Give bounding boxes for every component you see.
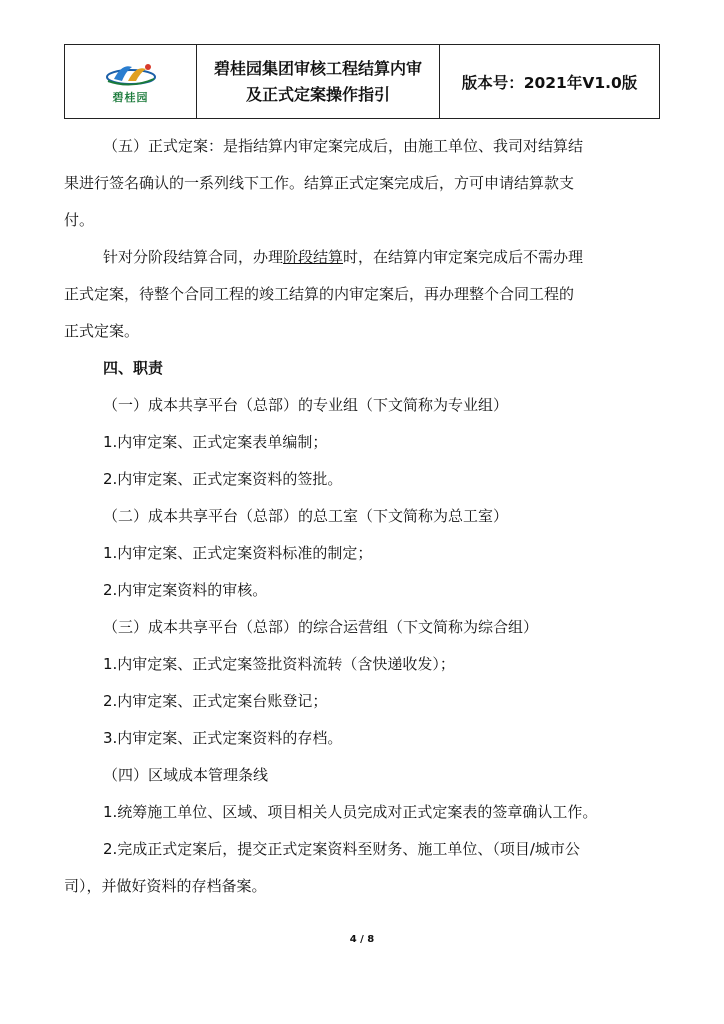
list-item: 2.内审定案资料的审核。 bbox=[103, 581, 268, 599]
list-item: 1.内审定案、正式定案资料标准的制定； bbox=[103, 544, 373, 562]
list-item: 2.内审定案、正式定案台账登记； bbox=[103, 692, 328, 710]
page-number: 4 / 8 bbox=[349, 934, 375, 945]
list-item: 3.内审定案、正式定案资料的存档。 bbox=[103, 729, 343, 747]
list-item: 2.完成正式定案后，提交正式定案资料至财务、施工单位、（项目/城市公 bbox=[103, 840, 580, 858]
paragraph-line: （五）正式定案：是指结算内审定案完成后，由施工单位、我司对结算结 bbox=[103, 137, 584, 155]
paragraph-line: 正式定案。 bbox=[64, 322, 140, 340]
document-title bbox=[197, 45, 440, 118]
logo-cell bbox=[65, 45, 197, 118]
list-item-continuation: 司），并做好资料的存档备案。 bbox=[64, 877, 267, 895]
list-item: 1.统筹施工单位、区域、项目相关人员完成对正式定案表的签章确认工作。 bbox=[103, 803, 598, 821]
subsection-title: （二）成本共享平台（总部）的总工室（下文简称为总工室） bbox=[103, 507, 509, 525]
list-item: 2.内审定案、正式定案资料的签批。 bbox=[103, 470, 343, 488]
section-heading: 四、职责 bbox=[103, 359, 164, 377]
list-item: 1.内审定案、正式定案签批资料流转（含快递收发）； bbox=[103, 655, 455, 673]
underlined-term: 阶段结算 bbox=[283, 248, 344, 266]
paragraph-line: 正式定案，待整个合同工程的竣工结算的内审定案后，再办理整个合同工程的 bbox=[64, 285, 575, 303]
logo-text: 碧桂园 bbox=[112, 90, 149, 104]
title-line-1: 碧桂园集团审核工程结算内审 bbox=[213, 58, 422, 78]
text-run: 针对分阶段结算合同，办理 bbox=[103, 248, 284, 266]
version-label: 版本号：2021年V1.0版 bbox=[461, 73, 638, 92]
list-item: 1.内审定案、正式定案表单编制； bbox=[103, 433, 328, 451]
title-line-2: 及正式定案操作指引 bbox=[245, 84, 390, 104]
document-body bbox=[64, 128, 661, 905]
paragraph-line bbox=[103, 239, 661, 276]
company-logo-icon bbox=[102, 59, 160, 89]
document-header bbox=[64, 44, 660, 119]
paragraph-line: 付。 bbox=[64, 211, 95, 229]
subsection-title: （四）区域成本管理条线 bbox=[103, 766, 269, 784]
text-run: 时，在结算内审定案完成后不需办理 bbox=[343, 248, 584, 266]
subsection-title: （一）成本共享平台（总部）的专业组（下文简称为专业组） bbox=[103, 396, 509, 414]
subsection-title: （三）成本共享平台（总部）的综合运营组（下文简称为综合组） bbox=[103, 618, 539, 636]
paragraph-line: 果进行签名确认的一系列线下工作。结算正式定案完成后，方可申请结算款支 bbox=[64, 174, 575, 192]
